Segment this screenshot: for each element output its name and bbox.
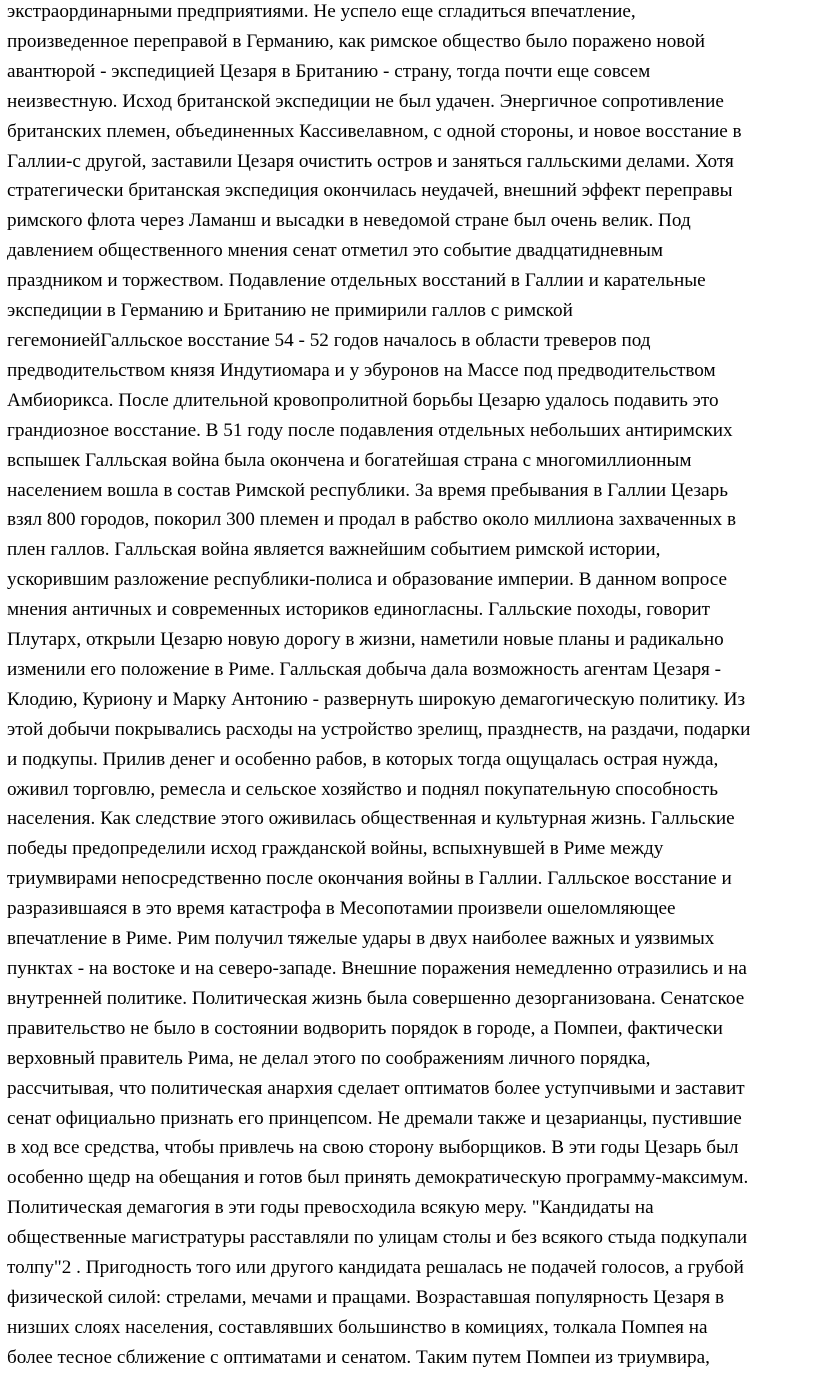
text-line: в ход все средства, чтобы привлечь на свою сторону выборщиков. В эти годы Цезарь был <box>7 1137 739 1159</box>
text-line: верховный правитель Рима, не делал этого по соображениям личного порядка, <box>7 1047 651 1069</box>
document-body-text <box>7 0 813 1373</box>
text-line: физической силой: стрелами, мечами и пращами. Возраставшая популярность Цезаря в <box>7 1286 725 1308</box>
text-line: ускорившим разложение республики-полиса и образование империи. В данном вопросе <box>7 569 728 591</box>
text-line: произведенное переправой в Германию, как римское общество было поражено новой <box>7 30 706 52</box>
text-line: неизвестную. Исход британской экспедиции не был удачен. Энергичное сопротивление <box>7 90 724 112</box>
text-line: сенат официально признать его принцепсом. Не дремали также и цезарианцы, пустившие <box>7 1107 742 1129</box>
text-line: стратегически британская экспедиция окончилась неудачей, внешний эффект переправы <box>7 180 733 202</box>
text-line: Галлии-с другой, заставили Цезаря очистить остров и заняться галльскими делами. Хотя <box>7 150 734 172</box>
text-line: вспышек Галльская война была окончена и богатейшая страна с многомиллионным <box>7 449 692 471</box>
text-line: римского флота через Ламанш и высадки в неведомой стране был очень велик. Под <box>7 210 691 232</box>
text-line: оживил торговлю, ремесла и сельское хозяйство и поднял покупательную способность <box>7 778 718 800</box>
text-line: взял 800 городов, покорил 300 племен и продал в рабство около миллиона захваченных в <box>7 509 737 531</box>
text-line: плен галлов. Галльская война является важнейшим событием римской истории, <box>7 539 661 561</box>
text-line: и подкупы. Прилив денег и особенно рабов, в которых тогда ощущалась острая нужда, <box>7 748 719 770</box>
text-line: рассчитывая, что политическая анархия сделает оптиматов более уступчивыми и заставит <box>7 1077 745 1099</box>
text-line: населения. Как следствие этого оживилась общественная и культурная жизнь. Галльские <box>7 808 735 830</box>
text-line: Клодию, Куриону и Марку Антонию - развернуть широкую демагогическую политику. Из <box>7 688 746 710</box>
text-line: пунктах - на востоке и на северо-западе. Внешние поражения немедленно отразились и на <box>7 958 747 979</box>
text-line: изменили его положение в Риме. Галльская добыча дала возможность агентам Цезаря - <box>7 658 722 680</box>
text-line: праздником и торжеством. Подавление отдельных восстаний в Галлии и карательные <box>7 270 706 292</box>
text-line: правительство не было в состоянии водворить порядок в городе, а Помпеи, фактически <box>7 1017 723 1039</box>
text-line: британских племен, объединенных Кассивелавном, с одной стороны, и новое восстание в <box>7 120 742 142</box>
text-line: разразившаяся в это время катастрофа в Месопотамии произвели ошеломляющее <box>7 898 676 920</box>
text-line: гегемониейГалльское восстание 54 - 52 годов началось в области треверов под <box>7 329 651 351</box>
text-line: Плутарх, открыли Цезарю новую дорогу в жизни, наметили новые планы и радикально <box>7 629 724 651</box>
text-line: более тесное сближение с оптиматами и сенатом. Таким путем Помпеи из триумвира, <box>7 1346 710 1368</box>
text-line: внутренней политике. Политическая жизнь была совершенно дезорганизована. Сенатское <box>7 987 745 1009</box>
text-line: давлением общественного мнения сенат отметил это событие двадцатидневным <box>7 240 663 262</box>
text-line: предводительством князя Индутиомара и у эбуронов на Массе под предводительством <box>7 359 716 381</box>
text-line: Политическая демагогия в эти годы превосходила всякую меру. "Кандидаты на <box>7 1197 654 1219</box>
text-line: экспедиции в Германию и Британию не примирили галлов с римской <box>7 300 573 322</box>
text-line: впечатление в Риме. Рим получил тяжелые удары в двух наиболее важных и уязвимых <box>7 928 715 950</box>
text-line: грандиозное восстание. В 51 году после подавления отдельных небольших антиримских <box>7 419 733 441</box>
text-line: триумвирами непосредственно после окончания войны в Галлии. Галльское восстание и <box>7 868 732 890</box>
text-line: авантюрой - экспедицией Цезаря в Британию - страну, тогда почти еще совсем <box>7 60 651 82</box>
text-line: общественные магистратуры расставляли по улицам столы и без всякого стыда подкупали <box>7 1227 748 1249</box>
text-line: Амбиорикса. После длительной кровопролитной борьбы Цезарю удалось подавить это <box>7 389 719 411</box>
text-line: экстраординарными предприятиями. Не успело еще сгладиться впечатление, <box>7 1 636 22</box>
text-line: мнения античных и современных историков единогласны. Галльские походы, говорит <box>7 599 711 621</box>
text-line: низших слоях населения, составлявших большинство в комициях, толкала Помпея на <box>7 1316 708 1338</box>
text-line: победы предопределили исход гражданской войны, вспыхнувшей в Риме между <box>7 838 664 860</box>
text-line: особенно щедр на обещания и готов был принять демократическую программу-максимум. <box>7 1167 749 1189</box>
text-line: населением вошла в состав Римской республики. За время пребывания в Галлии Цезарь <box>7 479 728 501</box>
text-line: этой добычи покрывались расходы на устройство зрелищ, празднеств, на раздачи, подарки <box>7 718 751 740</box>
text-line: толпу"2 . Пригодность того или другого кандидата решалась не подачей голосов, а грубой <box>7 1257 744 1279</box>
